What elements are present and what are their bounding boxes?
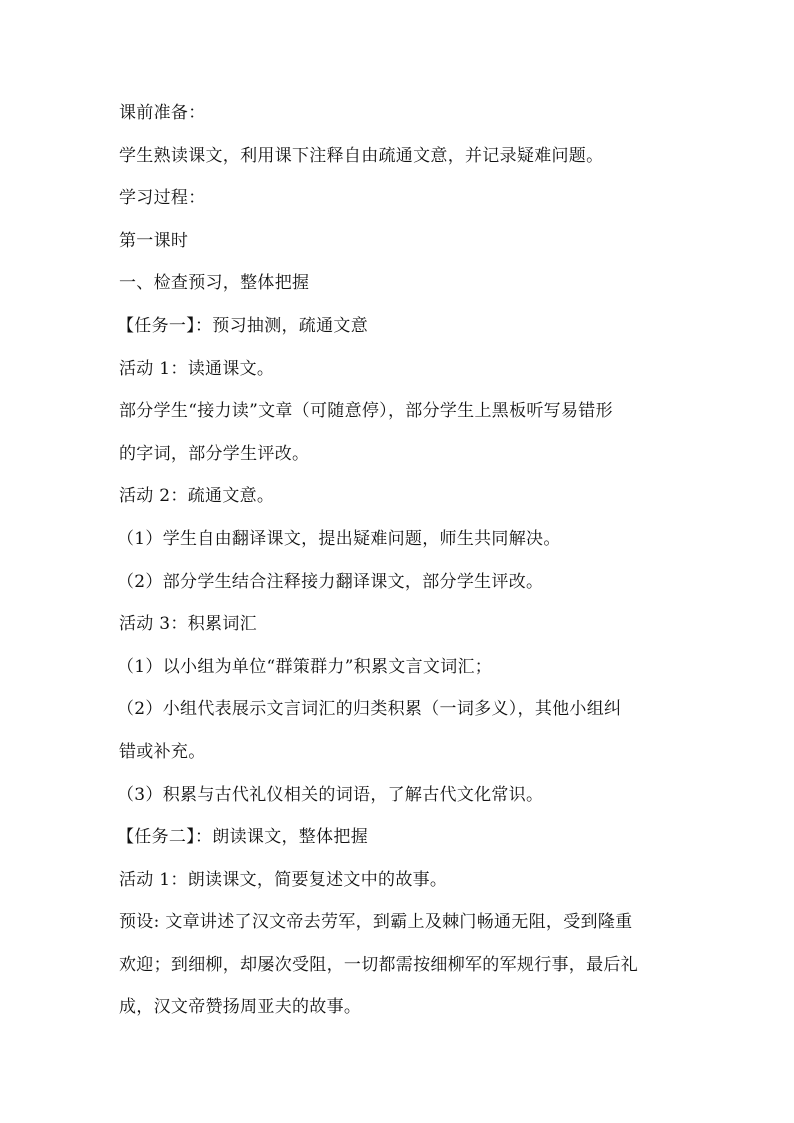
heading-first-lesson: 第一课时 xyxy=(119,230,189,251)
section-heading-check-preview: 一、检查预习，整体把握 xyxy=(119,273,310,294)
document-body xyxy=(119,103,679,1040)
activity-2-item-1: （1）学生自由翻译课文，提出疑难问题，师生共同解决。 xyxy=(117,528,561,549)
activity-2-item-2: （2）部分学生结合注释接力翻译课文，部分学生评改。 xyxy=(117,571,544,592)
paragraph-preparation: 学生熟读课文，利用课下注释自由疏通文意，并记录疑难问题。 xyxy=(119,145,604,166)
preset-answer-line-3: 成，汉文帝赞扬周亚夫的故事。 xyxy=(119,997,362,1018)
task-two-heading: 【任务二】：朗读课文，整体把握 xyxy=(117,827,368,848)
preset-answer-line-2: 欢迎；到细柳，却屡次受阻，一切都需按细柳军的军规行事，最后礼 xyxy=(119,954,638,975)
activity-3-heading: 活动 3：积累词汇 xyxy=(119,614,257,635)
heading-learning-process: 学习过程： xyxy=(119,188,206,209)
activity-1-text-line-1: 部分学生“接力读”文章（可随意停），部分学生上黑板听写易错形 xyxy=(119,401,613,422)
activity-1-text-line-2: 的字词，部分学生评改。 xyxy=(119,443,310,464)
activity-2-heading: 活动 2：疏通文意。 xyxy=(119,486,275,507)
activity-1-heading: 活动 1：读通课文。 xyxy=(119,358,275,379)
activity-3-item-2-line-1: （2）小组代表展示文言词汇的归类积累（一词多义），其他小组纠 xyxy=(117,699,622,720)
task-two-activity-1-heading: 活动 1：朗读课文，简要复述文中的故事。 xyxy=(119,869,448,890)
activity-3-item-2-line-2: 错或补充。 xyxy=(119,741,206,762)
task-one-heading: 【任务一】：预习抽测，疏通文意 xyxy=(117,315,368,336)
preset-answer-line-1: 预设: 文章讲述了汉文帝去劳军，到霸上及棘门畅通无阻，受到隆重 xyxy=(119,912,633,933)
activity-3-item-3: （3）积累与古代礼仪相关的词语，了解古代文化常识。 xyxy=(117,784,544,805)
activity-3-item-1: （1）以小组为单位“群策群力”积累文言文词汇； xyxy=(117,656,493,677)
heading-preparation: 课前准备： xyxy=(119,103,206,123)
